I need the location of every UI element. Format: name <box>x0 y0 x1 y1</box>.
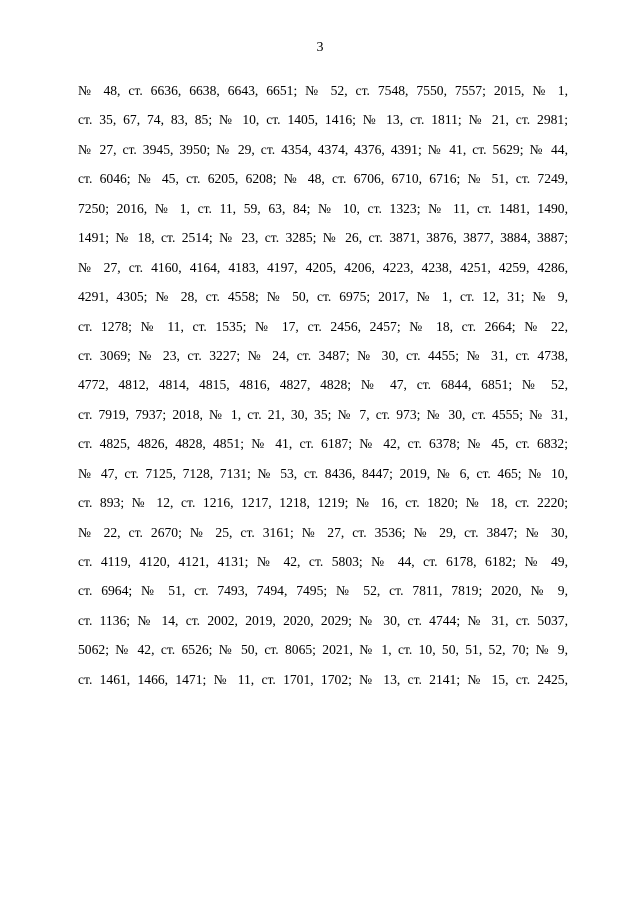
text-line: № 27, ст. 3945, 3950; № 29, ст. 4354, 4374, 4376, 4391; № 41, ст. 5629; № 44, <box>78 141 568 157</box>
text-line: 4291, 4305; № 28, ст. 4558; № 50, ст. 6975; 2017, № 1, ст. 12, 31; № 9, <box>78 289 568 305</box>
text-line: ст. 6964; № 51, ст. 7493, 7494, 7495; № 52, ст. 7811, 7819; 2020, № 9, <box>78 583 568 599</box>
text-line: ст. 1278; № 11, ст. 1535; № 17, ст. 2456, 2457; № 18, ст. 2664; № 22, <box>78 318 568 334</box>
text-line: ст. 893; № 12, ст. 1216, 1217, 1218, 1219; № 16, ст. 1820; № 18, ст. 2220; <box>78 495 568 511</box>
page-number: 3 <box>316 40 324 55</box>
text-line: ст. 1136; № 14, ст. 2002, 2019, 2020, 2029; № 30, ст. 4744; № 31, ст. 5037, <box>78 612 568 628</box>
text-line: № 47, ст. 7125, 7128, 7131; № 53, ст. 8436, 8447; 2019, № 6, ст. 465; № 10, <box>78 465 568 481</box>
text-line: № 22, ст. 2670; № 25, ст. 3161; № 27, ст. 3536; № 29, ст. 3847; № 30, <box>78 524 568 540</box>
text-line: ст. 4119, 4120, 4121, 4131; № 42, ст. 5803; № 44, ст. 6178, 6182; № 49, <box>78 554 568 569</box>
text-line: 1491; № 18, ст. 2514; № 23, ст. 3285; № 26, ст. 3871, 3876, 3877, 3884, 3887; <box>78 230 568 246</box>
text-line: ст. 1461, 1466, 1471; № 11, ст. 1701, 1702; № 13, ст. 2141; № 15, ст. 2425, <box>78 671 568 687</box>
text-line: 7250; 2016, № 1, ст. 11, 59, 63, 84; № 10, ст. 1323; № 11, ст. 1481, 1490, <box>78 200 568 216</box>
text-line: ст. 4825, 4826, 4828, 4851; № 41, ст. 6187; № 42, ст. 6378; № 45, ст. 6832; <box>78 436 568 452</box>
text-line: ст. 3069; № 23, ст. 3227; № 24, ст. 3487; № 30, ст. 4455; № 31, ст. 4738, <box>78 347 568 363</box>
text-line: № 48, ст. 6636, 6638, 6643, 6651; № 52, ст. 7548, 7550, 7557; 2015, № 1, <box>78 83 568 98</box>
text-line: ст. 35, 67, 74, 83, 85; № 10, ст. 1405, 1416; № 13, ст. 1811; № 21, ст. 2981; <box>78 112 568 128</box>
text-line: 5062; № 42, ст. 6526; № 50, ст. 8065; 2021, № 1, ст. 10, 50, 51, 52, 70; № 9, <box>78 642 568 658</box>
text-line: ст. 6046; № 45, ст. 6205, 6208; № 48, ст. 6706, 6710, 6716; № 51, ст. 7249, <box>78 171 568 187</box>
text-line: ст. 7919, 7937; 2018, № 1, ст. 21, 30, 35; № 7, ст. 973; № 30, ст. 4555; № 31, <box>78 406 568 422</box>
text-line: 4772, 4812, 4814, 4815, 4816, 4827, 4828; № 47, ст. 6844, 6851; № 52, <box>78 377 568 393</box>
body-text <box>78 76 568 694</box>
text-line: № 27, ст. 4160, 4164, 4183, 4197, 4205, 4206, 4223, 4238, 4251, 4259, 4286, <box>78 259 568 275</box>
